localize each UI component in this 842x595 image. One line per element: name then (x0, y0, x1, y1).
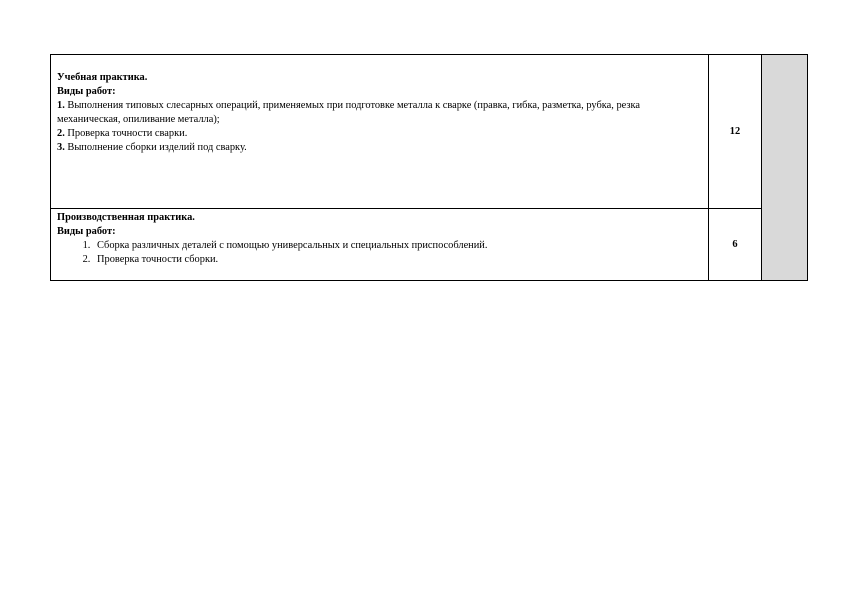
work-item (57, 127, 702, 141)
practice-description-cell (51, 209, 709, 281)
practice-title: Учебная практика. (57, 72, 148, 83)
work-item-text: Проверка точности сварки. (64, 128, 188, 139)
work-item-text: Выполнения типовых слесарных операций, применяемых при подготовке металла к сварке (правка, гибка, разметка, рубка, резка механическая, опиливание металла); (57, 100, 640, 125)
shaded-cell (762, 55, 808, 281)
works-heading: Виды работ: (57, 226, 116, 237)
list-item: 1. Сборка различных деталей с помощью универсальных и специальных приспособлений. (93, 239, 702, 253)
work-item-number: 1. (57, 100, 65, 111)
work-item-number: 3. (57, 142, 65, 153)
work-item (57, 141, 702, 155)
table-row (51, 55, 808, 209)
practice-title: Производственная практика. (57, 212, 195, 223)
practice-description-cell (51, 55, 709, 209)
works-heading: Виды работ: (57, 86, 116, 97)
work-list (57, 239, 702, 267)
hours-cell (709, 209, 762, 281)
work-item (57, 99, 702, 127)
work-item-text: Выполнение сборки изделий под сварку. (64, 142, 247, 153)
hours-value: 12 (729, 126, 741, 137)
hours-value: 6 (732, 239, 738, 250)
list-item: 2. Проверка точности сборки. (93, 253, 702, 267)
table-row (51, 209, 808, 281)
work-item-number: 2. (57, 128, 65, 139)
hours-cell (709, 55, 762, 209)
practice-table (50, 54, 808, 281)
